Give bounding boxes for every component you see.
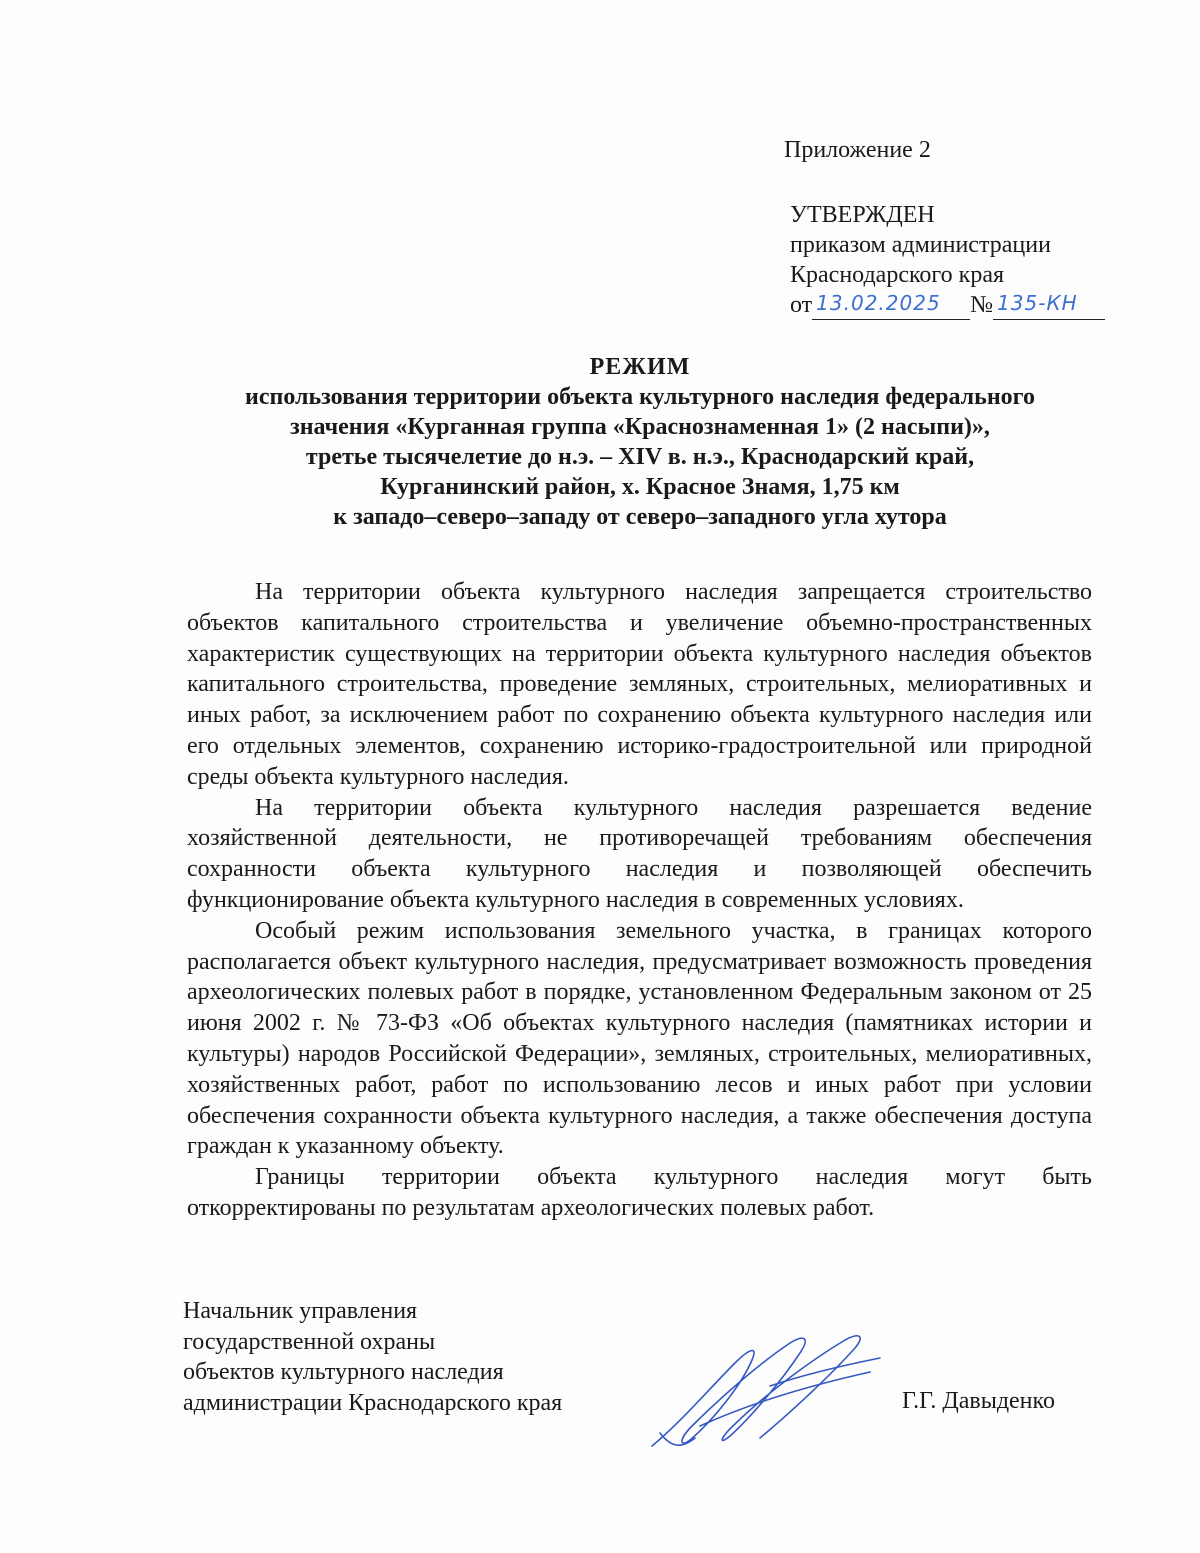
signatory-name: Г.Г. Давыденко bbox=[902, 1388, 1055, 1414]
number-prefix: № bbox=[970, 292, 994, 318]
order-line-2: Краснодарского края bbox=[790, 262, 1005, 288]
paragraph-boundaries: Границы территории объекта культурного наследия могут быть откорректированы по результатам археологических полевых работ. bbox=[187, 1164, 1092, 1221]
document-title bbox=[180, 352, 1100, 532]
order-date-number-line bbox=[790, 290, 1105, 320]
paragraph-prohibitions: На территории объекта культурного наследия запрещается строительство объектов капитального строительства и увеличение объемно-пространственных характеристик существующих на территории объекта культурного наследия объектов капитального строительства, проведение земляных, строительных, мелиоративных и иных работ, за исключением работ по сохранению объекта культурного наследия или его отдельных элементов, сохранению историко-градостроительной или природной среды объекта культурного наследия. bbox=[187, 579, 1092, 790]
date-field bbox=[812, 293, 970, 320]
title-line-4: Курганинский район, х. Красное Знамя, 1,75 км bbox=[380, 474, 900, 500]
paragraph-special-regime: Особый режим использования земельного участка, в границах которого располагается объект культурного наследия, предусматривает возможность проведения археологических полевых работ в порядке, установленном Федеральным законом от 25 июня 2002 г. № 73-ФЗ «Об объектах культурного наследия (памятниках истории и культуры) народов Российской Федерации», земляных, строительных, мелиоративных, хозяйственных работ, работ по использованию лесов и иных работ при условии обеспечения сохранности объекта культурного наследия, а также обеспечения доступа граждан к указанному объекту. bbox=[187, 917, 1092, 1160]
title-line-5: к западо–северо–западу от северо–западного угла хутора bbox=[333, 504, 947, 530]
signatory-title-line-2: государственной охраны bbox=[183, 1328, 436, 1355]
number-handwritten: 135-КН bbox=[997, 291, 1078, 315]
title-heading: РЕЖИМ bbox=[589, 354, 691, 380]
document-body bbox=[187, 577, 1092, 1224]
signatory-position bbox=[183, 1296, 562, 1418]
appendix-label: Приложение 2 bbox=[784, 137, 931, 163]
approval-block bbox=[790, 200, 1105, 320]
date-handwritten: 13.02.2025 bbox=[816, 291, 941, 315]
approved-label: УТВЕРЖДЕН bbox=[790, 202, 935, 228]
paragraph-permissions: На территории объекта культурного наследия разрешается ведение хозяйственной деятельности, не противоречащей требованиям обеспечения сохранности объекта культурного наследия и позволяющей обеспечить функционирование объекта культурного наследия в современных условиях. bbox=[187, 794, 1092, 913]
order-line-1: приказом администрации bbox=[790, 232, 1051, 258]
signatory-title-line-1: Начальник управления bbox=[183, 1298, 418, 1324]
title-line-1: использования территории объекта культурного наследия федерального bbox=[245, 384, 1035, 410]
handwritten-signature bbox=[640, 1328, 890, 1458]
title-line-3: третье тысячелетие до н.э. – XIV в. н.э., Краснодарский край, bbox=[305, 444, 975, 470]
date-prefix: от bbox=[790, 292, 813, 318]
title-line-2: значения «Курганная группа «Краснознаменная 1» (2 насыпи)», bbox=[290, 414, 990, 440]
signatory-title-line-3: объектов культурного наследия bbox=[183, 1359, 504, 1385]
signatory-title-line-4: администрации Краснодарского края bbox=[183, 1389, 563, 1416]
number-field bbox=[993, 293, 1105, 320]
